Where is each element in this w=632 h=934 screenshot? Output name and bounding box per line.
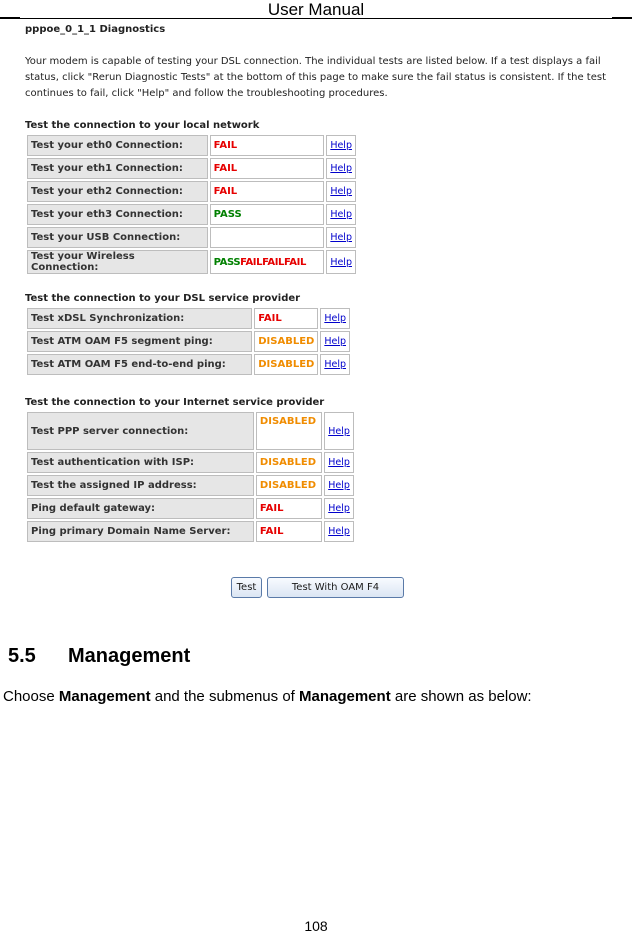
- table-row: [27, 250, 356, 274]
- test-status: DISABLED: [256, 412, 322, 450]
- help-link[interactable]: Help: [330, 232, 352, 243]
- help-link[interactable]: Help: [330, 140, 352, 151]
- diagnostics-title: pppoe_0_1_1 Diagnostics: [25, 24, 166, 35]
- test-label: Test the assigned IP address:: [27, 475, 254, 496]
- test-label: Test PPP server connection:: [27, 412, 254, 450]
- test-status: DISABLED: [256, 452, 322, 473]
- test-label: Test ATM OAM F5 segment ping:: [27, 331, 252, 352]
- table-row: [27, 181, 356, 202]
- help-link[interactable]: Help: [330, 256, 352, 268]
- table-row: [27, 452, 354, 473]
- body-bold-management: Management: [58, 688, 151, 705]
- test-status: FAIL: [210, 135, 325, 156]
- header-rule-left-tick: [0, 17, 20, 19]
- body-text-prefix: Choose: [3, 688, 59, 705]
- body-bold-management: Management: [299, 688, 391, 705]
- test-label: Test your Wireless Connection:: [27, 250, 208, 274]
- test-button[interactable]: Test: [231, 577, 262, 598]
- help-link[interactable]: Help: [324, 359, 346, 370]
- help-link[interactable]: Help: [330, 163, 352, 174]
- test-status: DISABLED: [256, 475, 322, 496]
- table-row: [27, 354, 350, 375]
- header-rule-right-tick: [612, 17, 632, 19]
- dsl-provider-heading: Test the connection to your DSL service provider: [25, 293, 301, 304]
- help-link[interactable]: Help: [328, 457, 350, 468]
- help-link[interactable]: Help: [328, 425, 350, 437]
- test-status: DISABLED: [254, 354, 318, 375]
- section-number: 5.5: [8, 645, 36, 667]
- page-number: 108: [304, 918, 328, 934]
- test-label: Test your eth2 Connection:: [27, 181, 208, 202]
- section-title: Management: [68, 645, 191, 667]
- test-status: [210, 227, 325, 248]
- header-title: User Manual: [267, 0, 365, 19]
- table-row: [27, 521, 354, 542]
- test-status: DISABLED: [254, 331, 318, 352]
- local-network-heading: Test the connection to your local network: [25, 120, 260, 131]
- test-label: Test your eth1 Connection:: [27, 158, 208, 179]
- table-row: [27, 475, 354, 496]
- dsl-provider-table: [25, 306, 352, 377]
- table-row: [27, 308, 350, 329]
- table-row: [27, 204, 356, 225]
- table-row: [27, 331, 350, 352]
- test-label: Test xDSL Synchronization:: [27, 308, 252, 329]
- table-row: [27, 412, 354, 450]
- test-label: Test authentication with ISP:: [27, 452, 254, 473]
- help-link[interactable]: Help: [330, 209, 352, 220]
- isp-table: [25, 410, 356, 544]
- test-status: FAIL: [256, 521, 322, 542]
- test-label: Ping primary Domain Name Server:: [27, 521, 254, 542]
- table-row: [27, 158, 356, 179]
- test-label: Test your eth0 Connection:: [27, 135, 208, 156]
- help-link[interactable]: Help: [328, 526, 350, 537]
- test-status: FAIL: [210, 158, 325, 179]
- header-rule: [0, 18, 632, 19]
- section-body: [3, 688, 532, 705]
- help-link[interactable]: Help: [328, 503, 350, 514]
- table-row: [27, 227, 356, 248]
- test-status: PASS: [210, 204, 325, 225]
- test-status: FAIL: [210, 181, 325, 202]
- section-heading: [8, 645, 190, 668]
- table-row: [27, 498, 354, 519]
- local-network-table: [25, 133, 358, 276]
- body-text-suffix: are shown as below:: [390, 688, 532, 705]
- status-part: FAIL: [240, 256, 263, 268]
- help-link[interactable]: Help: [324, 336, 346, 347]
- test-label: Test your USB Connection:: [27, 227, 208, 248]
- help-link[interactable]: Help: [324, 313, 346, 324]
- status-part: FAIL: [284, 256, 306, 268]
- test-status: FAIL: [256, 498, 322, 519]
- isp-heading: Test the connection to your Internet service provider: [25, 397, 325, 408]
- diagnostics-intro: Your modem is capable of testing your DSL connection. The individual tests are listed below. If a test displays a fail status, click "Rerun Diagnostic Tests" at the bottom of this page to make sure the fail status is consistent. If the test continues to fail, click "Help" and follow the troubleshooting procedures.: [25, 56, 607, 99]
- test-label: Test your eth3 Connection:: [27, 204, 208, 225]
- status-part: FAIL: [262, 256, 284, 268]
- body-text-middle: and the submenus of: [150, 688, 299, 705]
- test-status: FAIL: [254, 308, 318, 329]
- test-label: Ping default gateway:: [27, 498, 254, 519]
- help-link[interactable]: Help: [328, 480, 350, 491]
- help-link[interactable]: Help: [330, 186, 352, 197]
- table-row: [27, 135, 356, 156]
- test-status: [210, 250, 325, 274]
- status-part: PASS: [213, 256, 241, 268]
- test-label: Test ATM OAM F5 end-to-end ping:: [27, 354, 252, 375]
- test-with-oam-f4-button[interactable]: Test With OAM F4: [267, 577, 404, 598]
